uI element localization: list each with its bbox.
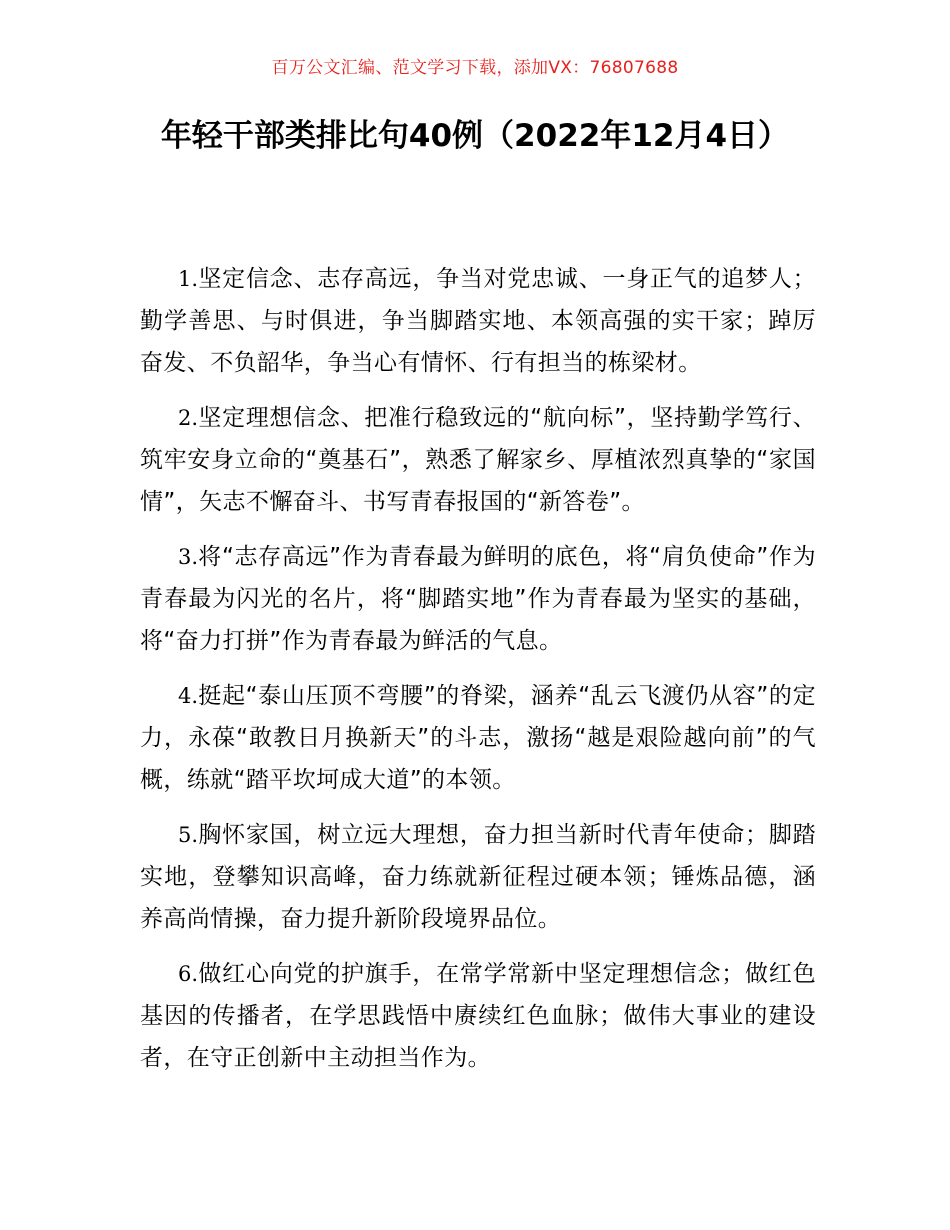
paragraph-2 [140, 397, 816, 523]
paragraph-4 [140, 675, 816, 801]
paragraph-text: 胸怀家国，树立远大理想，奋力担当新时代青年使命；脚踏实地，登攀知识高峰，奋力练就新征程过硬本领；锤炼品德，涵养高尚情操，奋力提升新阶段境界品位。 [140, 822, 816, 932]
paragraph-text: 坚定理想信念、把准行稳致远的“航向标”，坚持勤学笃行、筑牢安身立命的“奠基石”，熟悉了解家乡、厚植浓烈真挚的“家国情”，矢志不懈奋斗、书写青春报国的“新答卷”。 [140, 405, 816, 515]
paragraph-number: 6. [178, 962, 199, 986]
header-watermark-note: 百万公文汇编、范文学习下载，添加VX：76807688 [271, 58, 679, 78]
paragraph-1 [140, 258, 816, 384]
paragraph-text: 将“志存高远”作为青春最为鲜明的底色，将“肩负使命”作为青春最为闪光的名片，将“脚踏实地”作为青春最为坚实的基础，将“奋力打拼”作为青春最为鲜活的气息。 [140, 544, 816, 654]
paragraph-text: 做红心向党的护旗手，在常学常新中坚定理想信念；做红色基因的传播者，在学思践悟中赓续红色血脉；做伟大事业的建设者，在守正创新中主动担当作为。 [140, 961, 816, 1071]
paragraph-number: 5. [178, 823, 199, 847]
paragraph-5 [140, 814, 816, 940]
paragraph-number: 1. [178, 267, 199, 291]
paragraph-number: 4. [178, 684, 199, 708]
paragraph-text: 挺起“泰山压顶不弯腰”的脊梁，涵养“乱云飞渡仍从容”的定力，永葆“敢教日月换新天”的斗志，激扬“越是艰险越向前”的气概，练就“踏平坎坷成大道”的本领。 [140, 683, 816, 793]
paragraph-3 [140, 536, 816, 662]
page-title: 年轻干部类排比句40例（2022年12月4日） [160, 118, 790, 154]
paragraph-number: 2. [178, 406, 199, 430]
paragraph-text: 坚定信念、志存高远，争当对党忠诚、一身正气的追梦人；勤学善思、与时俱进，争当脚踏实地、本领高强的实干家；踔厉奋发、不负韶华，争当心有情怀、行有担当的栋梁材。 [140, 266, 816, 376]
paragraph-number: 3. [178, 545, 199, 569]
paragraph-6 [140, 953, 816, 1079]
document-body [140, 258, 816, 1092]
